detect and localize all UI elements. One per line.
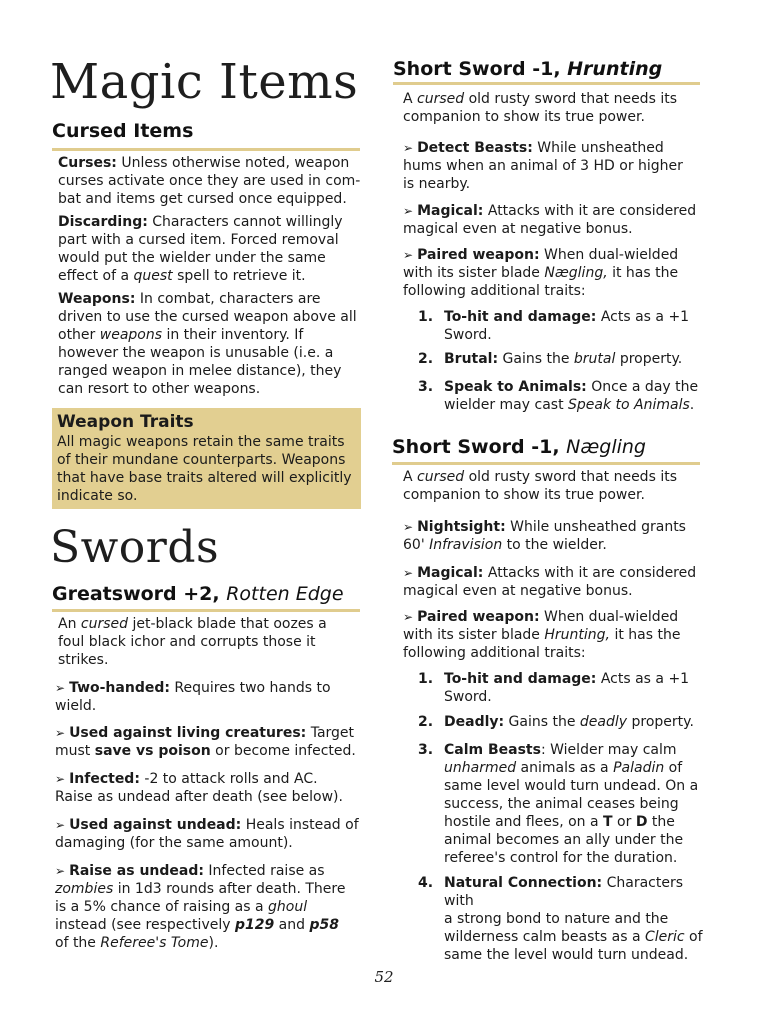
discarding-text-1: Characters cannot willingly bbox=[147, 214, 343, 230]
raise-label: Raise as undead: bbox=[69, 863, 204, 879]
hr-tohit-text-1: Acts as a +1 bbox=[596, 309, 690, 325]
arrow-icon: ➢ bbox=[55, 864, 66, 878]
two-handed-label: Two-handed: bbox=[69, 680, 170, 696]
calm-text-6: animal becomes an ally under the bbox=[444, 832, 684, 848]
hrunting-heading-b: Hrunting bbox=[567, 58, 663, 80]
arrow-icon: ➢ bbox=[55, 681, 66, 695]
natural-text-1: Characters with bbox=[444, 875, 684, 909]
raise-text-5a: of the bbox=[55, 935, 101, 951]
natural-text-3a: wilderness calm beasts as a bbox=[444, 929, 645, 945]
two-handed-trait bbox=[55, 679, 363, 715]
magical-text-1: Attacks with it are considered bbox=[483, 203, 697, 219]
greatsword-heading-a: Greatsword +2, bbox=[52, 583, 227, 605]
gs-desc-1b: cursed bbox=[80, 616, 129, 632]
infected-text-1: -2 to attack rolls and AC. bbox=[139, 771, 318, 787]
arrow-icon: ➢ bbox=[55, 772, 66, 786]
cursed-items-heading-text: Cursed Items bbox=[52, 120, 194, 142]
magical-trait bbox=[403, 202, 711, 238]
calm-text-4: success, the animal ceases being bbox=[444, 796, 679, 812]
naegling-heading bbox=[392, 436, 700, 459]
referees-tome-term: Referee's Tome bbox=[100, 935, 209, 951]
weapon-traits-heading: Weapon Traits bbox=[57, 412, 194, 432]
paired-text-2a: with its sister blade bbox=[403, 265, 545, 281]
hrunting-description bbox=[403, 90, 708, 126]
page-ref-p58[interactable]: p58 bbox=[309, 917, 339, 933]
arrow-icon: ➢ bbox=[403, 610, 414, 624]
gs-desc-1c: jet-black blade that oozes a bbox=[128, 616, 327, 632]
paladin-term: Paladin bbox=[613, 760, 665, 776]
list-number: 1. bbox=[418, 309, 434, 325]
naegling-list-item-4 bbox=[418, 874, 710, 963]
living-text-2c: or become infected. bbox=[210, 743, 356, 759]
natural-text-2: a strong bond to nature and the bbox=[444, 911, 669, 927]
ng-desc-1a: A bbox=[403, 469, 418, 485]
magical-trait-2 bbox=[403, 564, 711, 600]
ng-tohit-text-2: Sword. bbox=[444, 689, 492, 705]
curses-text-2: curses activate once they are used in com- bbox=[58, 173, 361, 189]
magical2-text-1: Attacks with it are considered bbox=[483, 565, 697, 581]
arrow-icon: ➢ bbox=[403, 248, 414, 262]
discarding-text-4c: spell to retrieve it. bbox=[172, 268, 306, 284]
natural-label: Natural Connection: bbox=[444, 875, 603, 891]
swords-title: Swords bbox=[50, 522, 220, 573]
cleric-term: Cleric bbox=[644, 929, 685, 945]
naegling-heading-a: Short Sword -1, bbox=[392, 436, 567, 458]
discarding-paragraph bbox=[58, 213, 363, 285]
raise-text-2b: in 1d3 rounds after death. There bbox=[113, 881, 346, 897]
ng-tohit-text-1: Acts as a +1 bbox=[596, 671, 690, 687]
calm-text-2b: animals as a bbox=[516, 760, 614, 776]
list-body bbox=[444, 378, 710, 414]
infected-label: Infected: bbox=[69, 771, 140, 787]
ng-desc-1b: cursed bbox=[417, 469, 465, 485]
hrunting-heading bbox=[393, 58, 700, 81]
living-text-1: Target bbox=[306, 725, 355, 741]
naegling-list-item-1 bbox=[418, 670, 708, 706]
ng-desc-1c: old rusty sword that needs its bbox=[464, 469, 677, 485]
raise-text-4c: and bbox=[274, 917, 310, 933]
weapons-text-1: In combat, characters are bbox=[135, 291, 321, 307]
natural-text-4: same the level would turn undead. bbox=[444, 947, 689, 963]
arrow-icon: ➢ bbox=[403, 566, 414, 580]
weapons-text-6: can resort to other weapons. bbox=[58, 381, 261, 397]
calm-t: T bbox=[603, 814, 613, 830]
hrunting-ref: Hrunting, bbox=[544, 627, 610, 643]
night-text-1: While unsheathed grants bbox=[505, 519, 686, 535]
infected-trait bbox=[55, 770, 363, 806]
speak-text-2a: wielder may cast bbox=[444, 397, 569, 413]
detect-label: Detect Beasts: bbox=[417, 140, 533, 156]
unharmed-term: unharmed bbox=[444, 760, 517, 776]
arrow-icon: ➢ bbox=[55, 726, 66, 740]
night-text-2a: 60' bbox=[403, 537, 430, 553]
ghoul-term: ghoul bbox=[268, 899, 308, 915]
paired2-text-3: following additional traits: bbox=[403, 645, 586, 661]
deadly-term: deadly bbox=[579, 714, 628, 730]
calm-text-2d: of bbox=[664, 760, 683, 776]
living-label: Used against living creatures: bbox=[69, 725, 307, 741]
curses-paragraph bbox=[58, 154, 363, 208]
weapon-traits-text bbox=[57, 433, 361, 505]
greatsword-underline bbox=[52, 609, 360, 612]
curses-text-3: bat and items get cursed once equipped. bbox=[58, 191, 347, 207]
paired-weapon-trait bbox=[403, 246, 711, 300]
brutal-text-c: property. bbox=[615, 351, 683, 367]
nightsight-trait bbox=[403, 518, 711, 554]
traits-text-4: indicate so. bbox=[57, 488, 138, 504]
cursed-items-underline bbox=[52, 148, 360, 151]
hr-tohit-text-2: Sword. bbox=[444, 327, 492, 343]
deadly-label: Deadly: bbox=[444, 714, 505, 730]
hrunting-heading-a: Short Sword -1, bbox=[393, 58, 568, 80]
ng-desc-2: companion to show its true power. bbox=[403, 487, 645, 503]
gs-desc-3: strikes. bbox=[58, 652, 109, 668]
traits-text-3: that have base traits altered will explicitly bbox=[57, 470, 352, 486]
paired-text-1: When dual-wielded bbox=[539, 247, 679, 263]
paired2-label: Paired weapon: bbox=[417, 609, 540, 625]
night-label: Nightsight: bbox=[417, 519, 506, 535]
list-body bbox=[444, 350, 682, 368]
page-number: 52 bbox=[374, 968, 394, 986]
list-body bbox=[444, 741, 712, 867]
deadly-text-c: property. bbox=[627, 714, 694, 730]
arrow-icon: ➢ bbox=[403, 520, 414, 534]
raise-text-3a: is a 5% chance of raising as a bbox=[55, 899, 269, 915]
speak-text-1: Once a day the bbox=[586, 379, 699, 395]
hr-tohit-label: To-hit and damage: bbox=[444, 309, 597, 325]
deadly-text-a: Gains the bbox=[504, 714, 580, 730]
raise-as-undead-trait bbox=[55, 862, 365, 952]
speak-text-2c: . bbox=[689, 397, 695, 413]
weapons-text-2: driven to use the cursed weapon above all bbox=[58, 309, 357, 325]
traits-text-1: All magic weapons retain the same traits bbox=[57, 434, 345, 450]
two-handed-text-1: Requires two hands to bbox=[169, 680, 331, 696]
weapons-term: weapons bbox=[99, 327, 163, 343]
hr-desc-2: companion to show its true power. bbox=[403, 109, 645, 125]
speak-term: Speak to Animals bbox=[568, 397, 690, 413]
detect-text-3: is nearby. bbox=[403, 176, 471, 192]
magical-text-2: magical even at negative bonus. bbox=[403, 221, 633, 237]
list-number: 2. bbox=[418, 351, 434, 367]
naegling-underline bbox=[392, 462, 700, 465]
arrow-icon: ➢ bbox=[55, 818, 66, 832]
living-creatures-trait bbox=[55, 724, 363, 760]
gs-desc-1a: An bbox=[58, 616, 81, 632]
detect-text-1: While unsheathed bbox=[532, 140, 664, 156]
arrow-icon: ➢ bbox=[403, 141, 414, 155]
list-body bbox=[444, 308, 689, 344]
list-number: 2. bbox=[418, 714, 434, 730]
hrunting-list-item-1 bbox=[418, 308, 708, 344]
paired2-text-2c: it has the bbox=[610, 627, 681, 643]
hrunting-list-item-2 bbox=[418, 350, 708, 368]
undead-text-2: damaging (for the same amount). bbox=[55, 835, 293, 851]
calm-label: Calm Beasts bbox=[444, 742, 541, 758]
greatsword-heading-b: Rotten Edge bbox=[226, 583, 344, 605]
calm-text-5e: the bbox=[647, 814, 675, 830]
raise-text-5c: ). bbox=[208, 935, 219, 951]
gs-desc-2: foul black ichor and corrupts those it bbox=[58, 634, 316, 650]
weapons-text-3c: in their inventory. If bbox=[162, 327, 304, 343]
hrunting-underline bbox=[393, 82, 700, 85]
paired-weapon-trait-2 bbox=[403, 608, 711, 662]
infected-text-2: Raise as undead after death (see below). bbox=[55, 789, 343, 805]
calm-text-5c: or bbox=[612, 814, 636, 830]
naegling-description bbox=[403, 468, 708, 504]
arrow-icon: ➢ bbox=[403, 204, 414, 218]
zombies-term: zombies bbox=[55, 881, 114, 897]
raise-text-1: Infected raise as bbox=[203, 863, 325, 879]
two-handed-text-2: wield. bbox=[55, 698, 97, 714]
ng-tohit-label: To-hit and damage: bbox=[444, 671, 597, 687]
paired2-text-1: When dual-wielded bbox=[539, 609, 679, 625]
hr-desc-1a: A bbox=[403, 91, 418, 107]
paired-text-2c: it has the bbox=[607, 265, 679, 281]
naegling-heading-b: Nægling bbox=[566, 436, 646, 458]
naegling-ref: Nægling, bbox=[544, 265, 608, 281]
calm-text-7: referee's control for the duration. bbox=[444, 850, 678, 866]
calm-text-3: same level would turn undead. On a bbox=[444, 778, 699, 794]
magical-label: Magical: bbox=[417, 203, 484, 219]
discarding-text-3: would put the wielder under the same bbox=[58, 250, 326, 266]
naegling-list-item-3 bbox=[418, 741, 710, 867]
list-body bbox=[444, 670, 689, 706]
list-number: 3. bbox=[418, 742, 434, 758]
weapons-paragraph bbox=[58, 290, 363, 398]
curses-text-1: Unless otherwise noted, weapon bbox=[116, 155, 350, 171]
weapons-text-5: ranged weapon in melee distance), they bbox=[58, 363, 342, 379]
quest-term: quest bbox=[133, 268, 173, 284]
infravision-term: Infravision bbox=[429, 537, 503, 553]
discarding-text-2: part with a cursed item. Forced removal bbox=[58, 232, 339, 248]
undead-label: Used against undead: bbox=[69, 817, 242, 833]
calm-d: D bbox=[635, 814, 648, 830]
magical2-label: Magical: bbox=[417, 565, 484, 581]
living-text-2a: must bbox=[55, 743, 95, 759]
list-number: 3. bbox=[418, 379, 434, 395]
calm-text-1: : Wielder may calm bbox=[540, 742, 677, 758]
hrunting-list-item-3 bbox=[418, 378, 708, 414]
save-vs-poison: save vs poison bbox=[94, 743, 211, 759]
natural-text-3c: of bbox=[684, 929, 703, 945]
list-body bbox=[444, 874, 712, 964]
magic-items-title: Magic Items bbox=[50, 54, 359, 110]
speak-label: Speak to Animals: bbox=[444, 379, 587, 395]
undead-text-1: Heals instead of bbox=[241, 817, 359, 833]
naegling-list-item-2 bbox=[418, 713, 708, 731]
traits-text-2: of their mundane counterparts. Weapons bbox=[57, 452, 346, 468]
brutal-text-a: Gains the bbox=[498, 351, 574, 367]
discarding-label: Discarding: bbox=[58, 214, 148, 230]
hr-desc-1c: old rusty sword that needs its bbox=[464, 91, 677, 107]
page-ref-p129[interactable]: p129 bbox=[234, 917, 275, 933]
discarding-text-4a: effect of a bbox=[58, 268, 134, 284]
list-number: 4. bbox=[418, 875, 434, 891]
detect-beasts-trait bbox=[403, 139, 711, 193]
paired2-text-2a: with its sister blade bbox=[403, 627, 545, 643]
used-against-undead-trait bbox=[55, 816, 363, 852]
weapons-label: Weapons: bbox=[58, 291, 136, 307]
weapons-text-4: however the weapon is unusable (i.e. a bbox=[58, 345, 334, 361]
paired-label: Paired weapon: bbox=[417, 247, 540, 263]
raise-text-4a: instead (see respectively bbox=[55, 917, 235, 933]
detect-text-2: hums when an animal of 3 HD or higher bbox=[403, 158, 683, 174]
curses-label: Curses: bbox=[58, 155, 117, 171]
magical2-text-2: magical even at negative bonus. bbox=[403, 583, 633, 599]
calm-text-5a: hostile and flees, on a bbox=[444, 814, 604, 830]
list-number: 1. bbox=[418, 671, 434, 687]
night-text-2c: to the wielder. bbox=[502, 537, 607, 553]
brutal-label: Brutal: bbox=[444, 351, 499, 367]
greatsword-heading bbox=[52, 583, 360, 606]
list-body bbox=[444, 713, 694, 731]
hr-desc-1b: cursed bbox=[417, 91, 465, 107]
weapons-text-3a: other bbox=[58, 327, 100, 343]
greatsword-description bbox=[58, 615, 363, 669]
cursed-items-heading bbox=[52, 120, 360, 143]
paired-text-3: following additional traits: bbox=[403, 283, 586, 299]
brutal-term: brutal bbox=[573, 351, 616, 367]
